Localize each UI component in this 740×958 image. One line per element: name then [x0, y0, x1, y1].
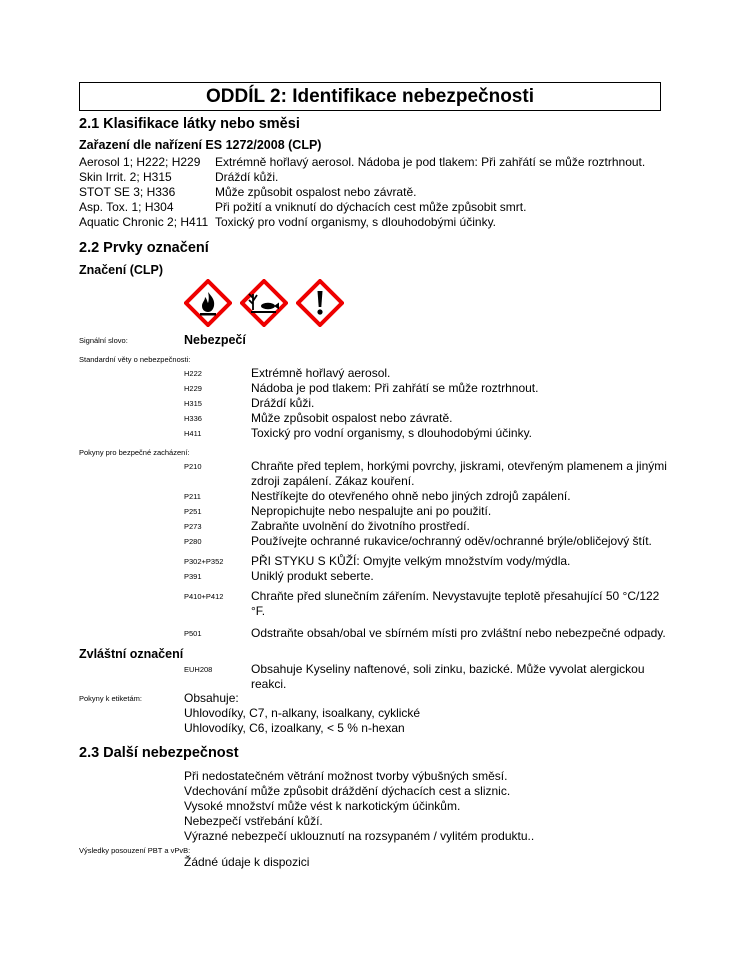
p-code: P501	[184, 629, 202, 638]
p-code: P391	[184, 572, 202, 581]
heading-2-2: 2.2 Prvky označení	[79, 240, 209, 256]
h-text: Dráždí kůži.	[251, 396, 315, 410]
p-code: P210	[184, 462, 202, 471]
precautionary-statements-label: Pokyny pro bezpečné zacházení:	[79, 448, 190, 457]
pbt-value: Žádné údaje k dispozici	[184, 855, 310, 869]
euh-code: EUH208	[184, 665, 213, 674]
classification-code: Aquatic Chronic 2; H411	[79, 215, 209, 229]
exclamation-icon	[296, 279, 344, 327]
signal-word-label: Signální slovo:	[79, 336, 128, 345]
hazard-statements-label: Standardní věty o nebezpečnosti:	[79, 355, 191, 364]
heading-2-1: 2.1 Klasifikace látky nebo směsi	[79, 116, 300, 132]
h-code: H315	[184, 399, 202, 408]
p-text: Chraňte před teplem, horkými povrchy, jiskrami, otevřeným plamenem a jinými zdroji zapálení. Zákaz kouření.	[251, 459, 667, 488]
p-text: Zabraňte uvolnění do životního prostředí.	[251, 519, 470, 533]
h-text: Nádoba je pod tlakem: Při zahřátí se může roztrhnout.	[251, 381, 539, 395]
label-line: Obsahuje:	[184, 691, 239, 705]
classification-desc: Při požití a vniknutí do dýchacích cest může způsobit smrt.	[215, 200, 527, 214]
p-text: Odstraňte obsah/obal ve sbírném místi pro zvláštní nebo nebezpečné odpady.	[251, 626, 666, 640]
h-code: H222	[184, 369, 202, 378]
classification-desc: Extrémně hořlavý aerosol. Nádoba je pod tlakem: Při zahřátí se může roztrhnout.	[215, 155, 646, 169]
h-text: Toxický pro vodní organismy, s dlouhodobými účinky.	[251, 426, 533, 440]
h-code: H411	[184, 429, 202, 438]
classification-desc: Dráždí kůži.	[215, 170, 279, 184]
classification-desc: Toxický pro vodní organismy, s dlouhodobými účinky.	[215, 215, 497, 229]
p-text: Chraňte před slunečním zářením. Nevystavujte teplotě přesahující 50 °C/122 °F.	[251, 589, 660, 618]
classification-desc: Může způsobit ospalost nebo závratě.	[215, 185, 417, 199]
p-code: P280	[184, 537, 202, 546]
classification-code: Aerosol 1; H222; H229	[79, 155, 201, 169]
heading-2-3: 2.3 Další nebezpečnost	[79, 745, 239, 761]
euh-text: Obsahuje Kyseliny naftenové, soli zinku, bazické. Může vyvolat alergickou reakci.	[251, 662, 645, 691]
special-labelling-heading: Zvláštní označení	[79, 647, 184, 661]
clp-labelling-subheading: Značení (CLP)	[79, 263, 164, 277]
h-text: Extrémně hořlavý aerosol.	[251, 366, 391, 380]
label-line: Uhlovodíky, C7, n-alkany, isoalkany, cyklické	[184, 706, 421, 720]
other-hazard-line: Vysoké množství může vést k narkotickým účinkům.	[184, 799, 461, 813]
p-code: P302+P352	[184, 557, 224, 566]
p-text: Používejte ochranné rukavice/ochranný oděv/ochranné brýle/obličejový štít.	[251, 534, 652, 548]
section-title: ODDÍL 2: Identifikace nebezpečnosti	[79, 82, 661, 111]
p-text: PŘI STYKU S KŮŽÍ: Omyjte velkým množstvím vody/mýdla.	[251, 554, 571, 568]
classification-code: Asp. Tox. 1; H304	[79, 200, 174, 214]
p-text: Nepropichujte nebo nespalujte ani po použití.	[251, 504, 492, 518]
label-line: Uhlovodíky, C6, izoalkany, < 5 % n-hexan	[184, 721, 405, 735]
pbt-label: Výsledky posouzení PBT a vPvB:	[79, 846, 191, 855]
classification-code: Skin Irrit. 2; H315	[79, 170, 172, 184]
environment-icon	[240, 279, 288, 327]
h-code: H336	[184, 414, 202, 423]
h-code: H229	[184, 384, 202, 393]
flame-icon	[184, 279, 232, 327]
other-hazard-line: Nebezpečí vstřebání kůží.	[184, 814, 323, 828]
p-text: Nestříkejte do otevřeného ohně nebo jiných zdrojů zapálení.	[251, 489, 571, 503]
p-code: P211	[184, 492, 201, 501]
other-hazard-line: Výrazné nebezpečí uklouznutí na rozsypaném / vylitém produktu..	[184, 829, 535, 843]
p-text: Uniklý produkt seberte.	[251, 569, 374, 583]
clp-classification-subheading: Zařazení dle nařízení ES 1272/2008 (CLP)	[79, 138, 322, 152]
classification-code: STOT SE 3; H336	[79, 185, 176, 199]
p-code: P273	[184, 522, 202, 531]
h-text: Může způsobit ospalost nebo závratě.	[251, 411, 453, 425]
label-instructions-label: Pokyny k etiketám:	[79, 694, 142, 703]
p-code: P410+P412	[184, 592, 224, 601]
other-hazard-line: Při nedostatečném větrání možnost tvorby výbušných směsí.	[184, 769, 508, 783]
signal-word: Nebezpečí	[184, 333, 246, 347]
p-code: P251	[184, 507, 202, 516]
other-hazard-line: Vdechování může způsobit dráždění dýchacích cest a sliznic.	[184, 784, 511, 798]
